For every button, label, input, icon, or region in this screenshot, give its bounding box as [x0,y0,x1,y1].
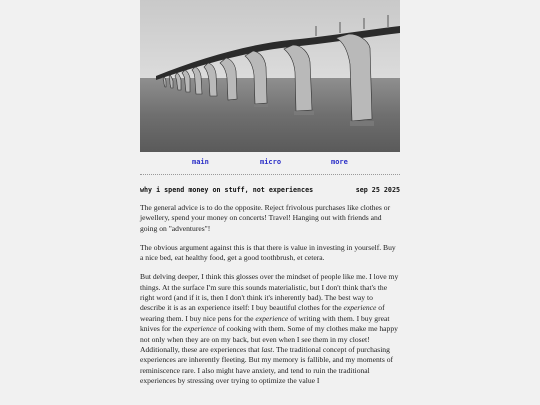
emphasis: last [261,345,273,355]
main-nav [140,156,400,174]
nav-divider [140,174,400,175]
bridge-photo [140,0,400,152]
post-body [140,203,400,387]
emphasis: experience [183,324,217,334]
post-title: why i spend money on stuff, not experiences [140,186,314,194]
emphasis: experience [255,313,289,323]
emphasis: experience [343,303,377,313]
nav-link-micro[interactable]: micro [260,158,282,166]
page-column [140,0,400,395]
nav-link-more[interactable]: more [331,158,348,166]
post-header [140,186,400,194]
paragraph: But delving deeper, I think this glosses over the mindset of people like me. I love my things. At the surface I'm sure this sounds materialistic, but I don't think that's the right word (and if it is, then I don't think it's inherently bad). The best way to describe it is as an experience itself: I buy beautiful clothes for the experience of wearing them. I buy nice pens for the experience of writing with them. I buy great knives for the experience of cooking with them. Some of my clothes make me happy not only when they are on my back, but even when I see them in my closet! Additionally, these are experiences that last. The traditional concept of purchasing experiences are inherently fleeting. But my memory is fallible, and my moments of reminiscence rare. I also might have anxiety, and tend to ruin the traditional experiences by stressing over trying to optimize the value I [140,272,399,386]
nav-link-main[interactable]: main [192,158,209,166]
paragraph: The general advice is to do the opposite. Reject frivolous purchases like clothes or jewellery, spend your money on concerts! Travel! Hanging out with friends and going on "adventures"! [140,203,391,233]
paragraph: The obvious argument against this is that there is value in investing in yourself. Buy a nice bed, eat healthy food, get a good toothbrush, et cetera. [140,242,396,263]
post-date: sep 25 2025 [355,186,400,194]
